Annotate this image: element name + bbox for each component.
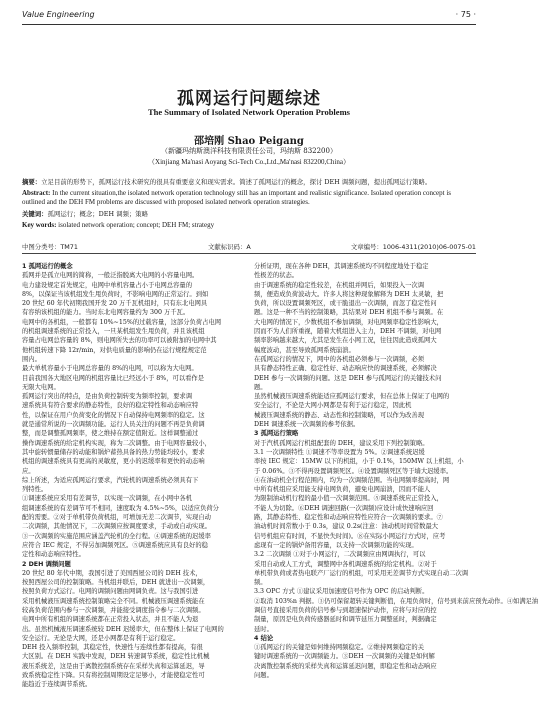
left-column xyxy=(22,262,244,690)
body-line: 大电网的情况下，少数机组不参加调频，对电网频率稳定性影响大， xyxy=(254,318,443,326)
body-line: 有容纳该机组的能力。当时东北电网容量约为 300 万千瓦。 xyxy=(22,309,190,317)
body-line: ①调速系统应采用有差调节，以实现一次调频，在小网中各机 xyxy=(22,495,193,503)
right-column xyxy=(254,262,538,680)
body-line: 中所有机组应采用能支持电网负荷，避免电网崩溃，因而不能人 xyxy=(254,486,431,494)
body-line: ②取消 103%n 判据。③仍可保留超转关键判断值，在甩负荷时，信号到来前应预先动作。④如满足油 xyxy=(254,597,538,605)
body-line: 采用自动或人工方式，调整网中各机调速系统的给定机构。②对于 xyxy=(254,560,437,568)
body-line: 围内。 xyxy=(22,355,41,363)
keywords-cn-text: 孤网运行；概念；DEH 调频；策略 xyxy=(47,210,149,218)
abstract-rule xyxy=(22,253,476,254)
body-line: 就是通常所说的一次调频功能。运行人员关注的问题不再是负荷调 xyxy=(22,421,205,429)
body-line: 率按 IEC 规定：15MW 以下的机组，小于 0.1%，150MW 以上机组，小 xyxy=(254,458,464,466)
affiliation-cn: （新疆玛纳斯澳洋科技有限责任公司，玛纳斯 832200） xyxy=(161,147,337,155)
abstract-en-text-1: In the current situation,the isolated network operation technology still has an important and realistic significance. Isolated operation concept is xyxy=(50,189,452,197)
body-line: 决离散控制系统的采样失真和运算延迟问题，即稳定性和动态响应 xyxy=(254,662,437,670)
body-line: 电网中所有机组的调速系统都在正常投入状态，并且不能人为退 xyxy=(22,616,199,624)
body-line: ③一次调频的实施范围应涵盖汽轮机的全行程。④调速系统的迟缓率 xyxy=(22,532,211,540)
body-line: 机组的调速系统具有更高的灵敏度，更小的迟缓率和更快的动态响 xyxy=(22,458,205,466)
body-line: 能趋近于连续调节系统。 xyxy=(22,681,92,689)
body-line: 速系统具有符合要求的静态特性，良好的稳定特性和动态响应特 xyxy=(22,402,199,410)
body-line: 3.2 二次调频 ①对于小网运行，二次调频应由网调执行，可以 xyxy=(254,551,426,559)
body-line: 20 世纪 60 年代初期我国开发 20 万千瓦机组时，只有东北电网具 xyxy=(22,300,208,308)
body-line: 虑现有一定的锅炉备用容量，以支持一次调频功能的实现。 xyxy=(254,541,418,549)
body-line: 性极差的状态。 xyxy=(254,272,299,280)
body-line: 二次调频，其他情况下，二次调频应按调度要求，手动或自动实现。 xyxy=(22,523,211,531)
body-line: 列特性。 xyxy=(22,486,48,494)
body-line: 具有静态特性正确、稳定性好、动态响应快的调速系统，必须解决 xyxy=(254,365,437,373)
keywords-en xyxy=(22,221,476,230)
body-line: 定性和动态响应特性。 xyxy=(22,551,85,559)
body-line: 题。这是一种不当的控制策略，其结果对 DEH 机组不参与调频。在 xyxy=(254,309,444,317)
keywords-cn-label: 关键词： xyxy=(22,210,48,218)
body-line: 操作调速系统的给定机构实现，称为二次调整。由于电网容量较小， xyxy=(22,439,211,447)
body-line: 按照负荷方式运行。电网的调频问题由网调负责。这与我国引进 xyxy=(22,588,199,596)
abstract-en-text-2: outlined and the DEH FM problems are discussed with proposed isolated network operation strategies. xyxy=(22,198,310,206)
body-line: 频，便造成负荷波动大。许多人将这种现象解释为 DEH 太灵敏，把 xyxy=(254,290,444,298)
affiliation-en: （Xinjiang Ma'nasi Aoyang Sci-Tech Co.,Ltd.,Ma'nasi 832200,China） xyxy=(148,158,350,166)
page-number: · 75 · xyxy=(455,10,476,19)
article-number: 文章编号：1006-4311(2010)06-0075-01 xyxy=(350,243,476,251)
body-line: 分析证明，现在各种 DEH，其调速系统均不同程度地处于稳定 xyxy=(254,263,429,270)
keywords-cn xyxy=(22,210,476,219)
body-line: 械液压调速系统的静态、动态性和控制策略，可以作为改善现 xyxy=(254,411,425,419)
body-line: 频率影响越来越大，尤其是发生在小网工况，往往因此造成孤网大 xyxy=(254,337,437,345)
body-line: 在孤网运行的情况下，网中的各机组必须参与一次调频，必须 xyxy=(254,355,425,363)
document-code: 文献标识码：A xyxy=(208,243,251,251)
body-line: 由于调速系统的稳定性较差，在机组并网后，如果投入一次调 xyxy=(254,281,425,289)
body-line: 整，而是调整孤网频率，使之维持在额定值附近。这样调整通过 xyxy=(22,430,199,438)
body-line: 3.1 一次调频特性 ①调速不等率设置为 5%。②调速系统迟缓 xyxy=(254,448,425,456)
body-line: 的机组调速系统的正常投入，一旦某机组发生甩负荷，并且该机组 xyxy=(22,328,205,336)
body-line: 油动机时间常数小于 0.3s，建议 0.2s(注意：油动机时间常数最大 xyxy=(254,523,439,531)
body-line: 调信号直接采用负荷的信号参与到超速保护动作，应将与对应的控 xyxy=(254,606,437,614)
body-line: 应。 xyxy=(22,467,35,475)
body-line: DEH 参与一次调频的问题。这是 DEH 参与孤网运行的关键技术问 xyxy=(254,374,442,382)
section-heading: 4 结论 xyxy=(254,634,274,642)
body-line: 孤网并是孤立电网的简称，一般泛指脱离大电网的小容量电网。 xyxy=(22,272,199,280)
body-line: 对于汽机孤网运行机组配套的 DEH，建议采用下列控制策略。 xyxy=(254,439,429,447)
body-line: 问题。 xyxy=(254,672,273,680)
body-line: 综上所述，为适应孤网运行要求，汽轮机的调速系统必须具有下 xyxy=(22,476,199,484)
body-line: 因而不为人们所重视，随着大机组进入主力，DEH 不调频，对电网 xyxy=(254,328,442,336)
body-line: 出。虽然机械液压调速系统较 DEH 迟缓率大，但在整体上保证了电网的 xyxy=(22,625,224,633)
header-rule xyxy=(22,24,476,25)
abstract-cn-text: 立足目前的形势下，孤网运行技术研究的很具有重要意义和现实需求。简述了孤网运行的概念，探讨 DEH 调频问题，提出孤网运行策略。 xyxy=(41,178,432,186)
body-line: ①孤网运行的关键是如何维持网频稳定。②维持网频稳定的关 xyxy=(254,644,425,652)
body-line: 题。 xyxy=(254,383,267,391)
body-line: 大区别。在 DEH 实践中发现，DEH 转速调节系统，稳定性比机械 xyxy=(22,653,210,661)
body-line: 电网中的各机组，一般都有 10%~15%的过载容量，这部分负荷占电网 xyxy=(22,318,221,326)
body-line: 键时调速系统的一次调频能力。③DEH 一次调频的关键是如何解 xyxy=(254,653,435,661)
body-line: 容量占电网总容量的 8%，则电网所失去的功率可以被附加的电网中其 xyxy=(22,337,217,345)
body-line: 性，以保证在用户负荷变化的情况下自动保持电网频率的稳定。这 xyxy=(22,411,205,419)
keywords-en-label: Key words: xyxy=(22,221,57,229)
body-line: 配的需要。②对于单机带负荷机组，可增加无差二次调节，实现自动 xyxy=(22,514,211,522)
body-line: DEH 投入频率控制，其稳定性，快速性与连续性都有提高，有很 xyxy=(22,644,203,652)
body-line: 较高负荷范围内参与一次调频，并能接受调度指令参与二次调频。 xyxy=(22,606,205,614)
body-line: 组调速系统的有差调节可不相同，速度取为 4.5%~5%，以适应负荷分 xyxy=(22,504,219,512)
body-line: DEH 调速系统一次调频的参考依据。 xyxy=(254,421,360,429)
abstract-en-line1 xyxy=(22,189,476,198)
abstract-en-line2 xyxy=(22,198,476,207)
body-line: 他机组转速下降 12r/min，对供电质量的影响仍在运行规程规定范 xyxy=(22,346,207,354)
body-line: 按照西屋公司的控制策略。当机组并联后，DEH 就进出一次调频， xyxy=(22,579,210,587)
body-line: 孤网运行突出的特点，是由负荷控制转变为频率控制，要求调 xyxy=(22,393,193,401)
paper-title-en: The Summary of Isolated Network Operation Problems xyxy=(148,107,350,117)
body-line: 无限大电网。 xyxy=(22,383,60,391)
paper-title: 孤网运行问题综述 xyxy=(177,89,321,109)
body-line: 为限制油动机行程的最小值一次调频范围。⑤调速系统应正常投入， xyxy=(254,495,443,503)
body-line: 信号机组应有时间，不显快失时间)。⑧在实际小网运行方式时，应考 xyxy=(254,532,446,540)
body-line: ④在油动机全行程范围内，均为一次调频范围。当电网频率提高时，网 xyxy=(254,476,450,484)
body-line: 安全运行。无论是大网，还是小网都是有利于运行稳定。 xyxy=(22,634,180,642)
body-line: 20 世纪 80 年代中期，我国引进了美国西屋公司的 DEH 技术， xyxy=(22,569,202,577)
journal-name: Value Engineering xyxy=(22,10,95,19)
abstract-cn-label: 摘要： xyxy=(22,178,42,186)
body-line: 安全运行，不论是大网小网都是有利于运行稳定，因此机 xyxy=(254,402,412,410)
section-heading: 2 DEH 调频问题 xyxy=(22,560,71,568)
body-line: 8%，以保证当该机组发生甩负荷时，不影响电网的正常运行。到如 xyxy=(22,290,209,298)
author: 邵培刚 Shao Peigang xyxy=(194,136,304,147)
body-line: 路，其静态特性、稳定性和动态响应特性应符合一次调频的要求。⑦ xyxy=(254,514,443,522)
section-heading: 3 孤网运行策略 xyxy=(254,430,299,438)
body-line: 制量，原因是电负荷传感器延时和调节延压力调整延时，判据确定 xyxy=(254,616,437,624)
body-line: 负荷，所以设置调频死区，或干脆退出一次调频，而忽了稳定性问 xyxy=(254,300,437,308)
body-line: 3.3 OPC 方式 ①建议采用加速度信号作为 OPC 的启动判断。 xyxy=(254,588,429,596)
body-line: 目前我国各大地区电网的机组容量比已经远小于 8%，可以看作是 xyxy=(22,374,205,382)
body-line: 于 0.06%。③不得再设置调频死区。④设置调频死区等于墙大迟缓率。 xyxy=(254,467,453,475)
abstract-cn xyxy=(22,178,476,187)
body-line: 电力建设规定首先规定，电网中单机容量占小于电网总容量的 xyxy=(22,281,193,289)
body-line: 液压系统差，这是由于离散控制系统存在采样失真和运算延迟，导 xyxy=(22,662,205,670)
body-line: 最大单机容量小于电网总容量的 8%的电网，可以称为大电网。 xyxy=(22,365,198,373)
body-line: 虽然机械液压调速系统能适应孤网运行要求，但在总体上保证了电网的 xyxy=(254,393,450,401)
body-line: 采用机械液压调速系统控制策略完全不同。机械液压调速系统能在 xyxy=(22,597,205,605)
body-line: 不能人为切除。⑥DEH 调速回路(一次调频)应设计成快速响应回 xyxy=(254,504,434,512)
body-line: 致系统稳定性下降。只有将控制周期设定足够小，才能使稳定性可 xyxy=(22,672,205,680)
section-heading: 1 孤网运行的概念 xyxy=(22,263,73,270)
clc-number: 中图分类号：TM71 xyxy=(22,243,78,251)
keywords-en-text: isolated network operation; concept; DEH FM; strategy xyxy=(56,221,215,229)
body-line: 其中旋转惯量储存的动能和锅炉蓄热具备的热力势能均较小，要求 xyxy=(22,448,205,456)
body-line: 频。 xyxy=(254,579,267,587)
body-line: 单机带负荷或者热电联产厂运行的机组，可采用无差调节方式实现自动二次调 xyxy=(254,569,469,577)
body-line: 应符合 IEC 规定，不得另加调频死区。⑤调速系统应具有良好的稳 xyxy=(22,541,208,549)
abstract-en-label: Abstract: xyxy=(22,189,51,197)
body-line: 延时。 xyxy=(254,625,273,633)
running-header xyxy=(22,8,476,22)
body-line: 幅度波动，甚至导致孤网系统崩溃。 xyxy=(254,346,355,354)
